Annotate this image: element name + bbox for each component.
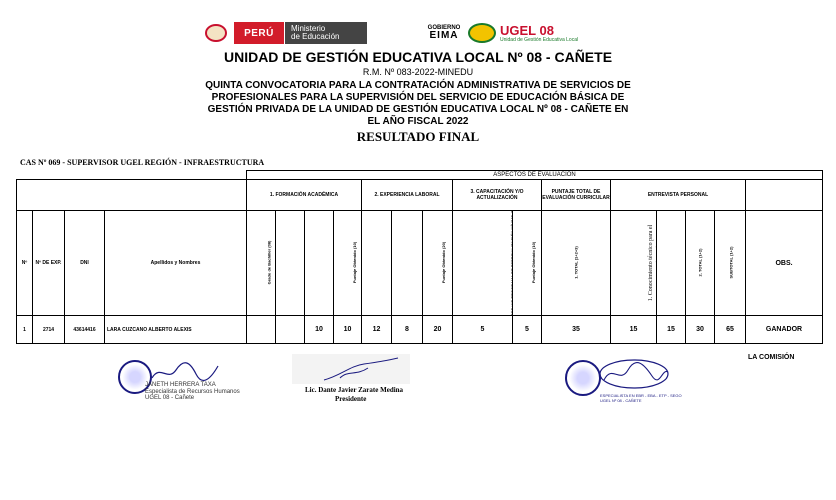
header-exp: Nº DE EXP. <box>33 211 65 316</box>
cell-actitudes: 15 <box>657 316 686 344</box>
cell-puntaje-1: 10 <box>334 316 362 344</box>
ugel-sub: Unidad de Gestión Educativa Local <box>500 36 579 43</box>
group-entrevista: ENTREVISTA PERSONAL <box>611 180 746 211</box>
cell-nombres: LARA CUZCANO ALBERTO ALEXIS <box>105 316 247 344</box>
header-exp-general <box>362 211 392 316</box>
cell-dni: 43614416 <box>65 316 105 344</box>
header-exp-especifica <box>392 211 423 316</box>
convocatoria-line2: PROFESIONALES PARA LA SUPERVISIÓN DEL SERVICIO DE EDUCACIÓN BÁSICA DE <box>211 92 625 103</box>
table-row <box>17 316 823 344</box>
cell-titulo: 10 <box>305 316 334 344</box>
header-puntaje-1 <box>334 211 362 316</box>
blank-obs-group <box>746 180 823 211</box>
cell-exp-general: 12 <box>362 316 392 344</box>
header-cursos <box>453 211 513 316</box>
group-formacion: 1. FORMACIÓN ACADÉMICA <box>247 180 362 211</box>
header-total-curricular <box>542 211 611 316</box>
comision-label: LA COMISIÓN <box>748 354 795 361</box>
cell-subtotal: 65 <box>715 316 746 344</box>
header-puntaje-1-text: Puntaje Obtenido (10) <box>352 241 358 284</box>
sig3-line2: UGEL Nº 08 - CAÑETE <box>600 398 642 403</box>
signature-2-icon <box>320 356 400 384</box>
group-puntaje-curricular: PUNTAJE TOTAL DE EVALUACIÓN CURRICULAR <box>542 180 611 211</box>
cell-n: 1 <box>17 316 33 344</box>
header-subtotal-text: SUBTOTAL (1+2) <box>728 246 734 279</box>
eima-line1: GOBIERNO <box>427 25 461 31</box>
cell-grado-bachiller <box>247 316 276 344</box>
signature-1-icon <box>150 360 220 384</box>
signature-3-block <box>600 393 682 403</box>
eima-logo <box>420 22 468 44</box>
resolution: R.M. Nº 083-2022-MINEDU <box>362 67 474 77</box>
header-n: Nº <box>17 211 33 316</box>
minedu-line2: de Educación <box>291 32 340 41</box>
header-nombres: Apellidos y Nombres <box>105 211 247 316</box>
minedu-logo <box>285 22 367 44</box>
header-puntaje-2-text: Puntaje Obtenido (20) <box>441 241 447 284</box>
header-grado-bachiller-text: Grado de Bachiller (08) <box>266 240 272 285</box>
peru-logo-text: PERÚ <box>244 27 274 39</box>
cell-obs: GANADOR <box>746 316 823 344</box>
sig2-role: Presidente <box>335 395 367 403</box>
ugel-seal-icon <box>468 22 498 44</box>
header-puntaje-2 <box>423 211 453 316</box>
header-dni: DNI <box>65 211 105 316</box>
peru-seal-icon <box>205 22 231 44</box>
cell-conocimiento: 15 <box>611 316 657 344</box>
header-grado-bachiller <box>247 211 276 316</box>
convocatoria-line1: QUINTA CONVOCATORIA PARA LA CONTRATACIÓN ADMINISTRATIVA DE SERVICIOS DE <box>205 80 631 91</box>
cell-cursos: 5 <box>453 316 513 344</box>
header-subtotal <box>715 211 746 316</box>
header-actitudes <box>657 211 686 316</box>
group-capacitacion: 3. CAPACITACIÓN Y/O ACTUALIZACIÓN <box>453 180 542 211</box>
header-puntaje-3-text: Puntaje Obtenido (10) <box>531 241 537 284</box>
ugel-logo <box>500 22 610 44</box>
aspects-header: ASPECTOS DE EVALUACIÓN <box>247 171 823 180</box>
header-titulo <box>305 211 334 316</box>
sig1-role: Especialista de Recursos Humanos <box>145 388 240 395</box>
header-cursos-text: CURSO Y/O PROGRAMA DE ESPECIALIZACIÓN MÍNIMO <box>510 214 513 316</box>
convocatoria-line4: EL AÑO FISCAL 2022 <box>367 116 469 127</box>
convocatoria-title <box>0 80 836 128</box>
minedu-line1: Ministerio <box>291 24 326 33</box>
cell-exp-especifica: 8 <box>392 316 423 344</box>
header-conocimiento-text: 1. Conocimiento técnico para el <box>648 224 654 302</box>
cell-grado-maestro <box>276 316 305 344</box>
cell-exp: 2714 <box>33 316 65 344</box>
results-table <box>16 170 823 344</box>
header-total-entrevista <box>686 211 715 316</box>
eima-line2: EIMA <box>429 30 459 41</box>
cas-title: CAS Nº 069 - SUPERVISOR UGEL REGIÓN - INFRAESTRUCTURA <box>20 158 265 167</box>
header-obs: OBS. <box>746 211 823 316</box>
blank-group <box>17 180 247 211</box>
sig2-name: Lic. Dante Javier Zarate Medina <box>305 386 404 394</box>
cell-total-entrevista: 30 <box>686 316 715 344</box>
sig1-org: UGEL 08 - Cañete <box>145 395 195 401</box>
header-conocimiento <box>611 211 657 316</box>
ugel-title: UGEL 08 <box>500 22 554 38</box>
signature-1-block <box>145 382 240 402</box>
convocatoria-line3: GESTIÓN PRIVADA DE LA UNIDAD DE GESTIÓN EDUCATIVA LOCAL Nº 08 - CAÑETE EN <box>207 104 629 115</box>
header-total-entrevista-text: 2. TOTAL (1+2) <box>697 248 703 277</box>
header-grado-maestro <box>276 211 305 316</box>
cell-total-curricular: 35 <box>542 316 611 344</box>
cell-puntaje-3: 5 <box>513 316 542 344</box>
signature-3-icon <box>598 358 670 392</box>
cell-puntaje-2: 20 <box>423 316 453 344</box>
page-title: UNIDAD DE GESTIÓN EDUCATIVA LOCAL Nº 08 - CAÑETE <box>223 49 613 65</box>
peru-logo <box>234 22 284 44</box>
header-puntaje-3 <box>513 211 542 316</box>
logos-bar <box>0 22 836 46</box>
result-title: RESULTADO FINAL <box>356 129 480 144</box>
stamp-seal-2-icon <box>565 360 601 396</box>
header-total-curricular-text: 1. TOTAL (1+2+3) <box>573 246 579 279</box>
sig3-line1: ESPECIALISTA EN EBR - EBA - ETP - SEGO <box>600 393 682 398</box>
sig1-name: JANETH HERRERA TAXA <box>145 382 216 388</box>
group-experiencia: 2. EXPERIENCIA LABORAL <box>362 180 453 211</box>
